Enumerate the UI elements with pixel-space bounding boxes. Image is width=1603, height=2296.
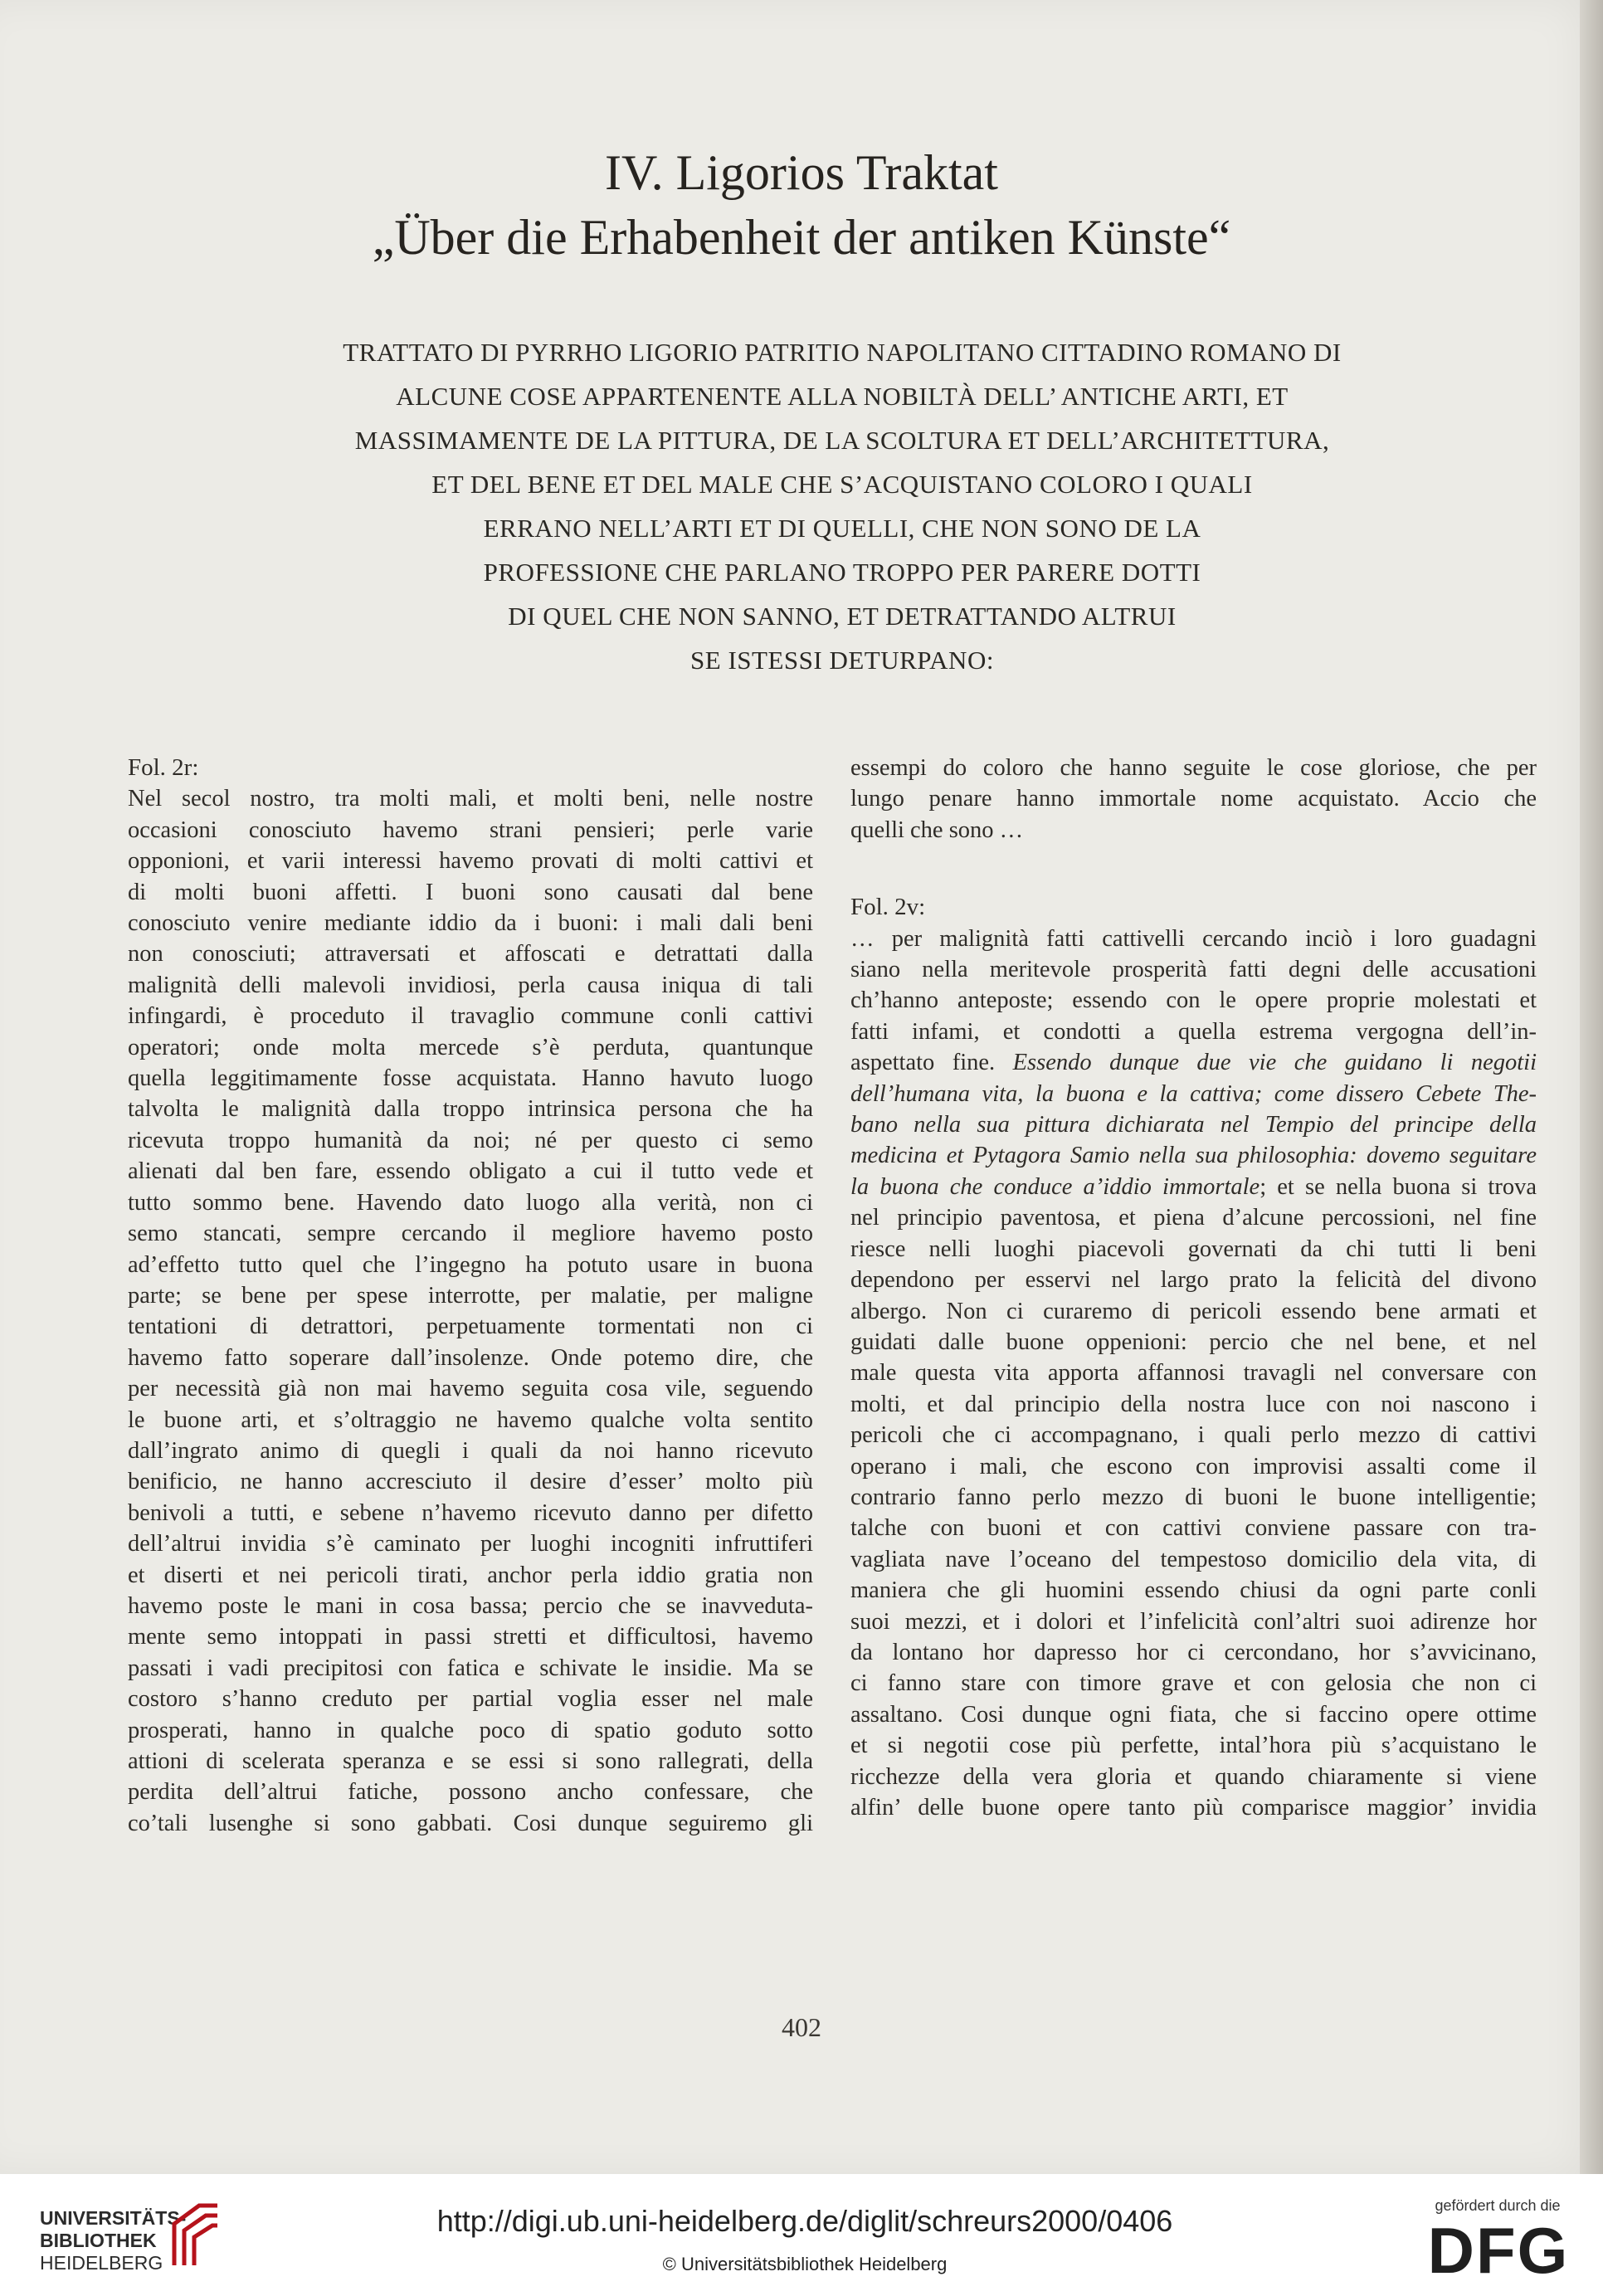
text-line: costoro s’hanno creduto per partial voglia esser nel male bbox=[128, 1686, 813, 1713]
text-line: tutto sommo bene. Havendo dato luogo alla verità, non ci bbox=[128, 1189, 813, 1216]
text-line: assaltano. Cosi dunque ogni fiata, che si faccino opere ottime bbox=[850, 1701, 1537, 1728]
treatise-title-line: TRATTATO DI PYRRHO LIGORIO PATRITIO NAPOLITANO CITTADINO ROMANO DI bbox=[343, 338, 1342, 367]
text-line: fatti infami, et condotti a quella estrema vergogna dell’in- bbox=[850, 1018, 1537, 1045]
text-line: quelli che sono … bbox=[850, 817, 1024, 843]
text-line: medicina et Pytagora Samio nella sua philosophia: dovemo seguitare bbox=[850, 1143, 1537, 1169]
text-line: suoi mezzi, et i dolori et l’infelicità conl’altri suoi adirenze hor bbox=[850, 1608, 1537, 1635]
text-line: molti, et dal principio della nostra luce con noi nascono i bbox=[850, 1391, 1537, 1417]
text-line: dependono per esservi nel largo prato la felicità del divono bbox=[850, 1267, 1537, 1294]
chapter-title-line1: IV. Ligorios Traktat bbox=[605, 145, 998, 200]
funding-label: gefördert durch die bbox=[1435, 2197, 1561, 2214]
copyright-notice: © Universitätsbibliothek Heidelberg bbox=[662, 2254, 948, 2274]
text-line: nel principio paventosa, et piena d’alcune percossioni, nel fine bbox=[850, 1205, 1537, 1231]
text-line: dell’humana vita, la buona e la cattiva; come dissero Cebete The- bbox=[850, 1080, 1537, 1107]
treatise-title-line: ERRANO NELL’ARTI ET DI QUELLI, CHE NON SONO DE LA bbox=[483, 514, 1201, 543]
text-line: perdita dell’altrui fatiche, possono ancho confessare, che bbox=[128, 1779, 813, 1806]
text-line: le buone arti, et s’oltraggio ne havemo qualche volta sentito bbox=[128, 1406, 813, 1433]
text-line: contrario fanno perlo mezzo di buoni le buone intelligentie; bbox=[850, 1484, 1537, 1510]
text-line: ricevuta troppo humanità da noi; né per questo ci semo bbox=[128, 1127, 813, 1153]
text-line: riesce nelli luoghi piacevoli governati da chi tutti li beni bbox=[850, 1236, 1537, 1262]
text-line: ad’effetto tutto quel che l’ingegno ha potuto usare in buona bbox=[128, 1251, 813, 1278]
chapter-title-line2: „Über die Erhabenheit der antiken Künste“ bbox=[372, 210, 1231, 265]
text-line: ch’hanno anteposte; essendo con le opere proprie molestati et bbox=[850, 987, 1537, 1014]
text-line: siano nella meritevole prosperità fatti degni delle accusationi bbox=[850, 957, 1537, 983]
text-line: bano nella sua pittura dichiarata nel Tempio del principe della bbox=[850, 1112, 1537, 1138]
text-line: benificio, ne hanno accresciuto il desire d’esser’ molto più bbox=[128, 1469, 813, 1495]
treatise-title-line: ET DEL BENE ET DEL MALE CHE S’ACQUISTANO COLORO I QUALI bbox=[431, 470, 1253, 499]
text-line: la buona che conduce a’iddio immortale; et se nella buona si trova bbox=[850, 1173, 1537, 1200]
text-line: essempi do coloro che hanno seguite le cose gloriose, che per bbox=[850, 755, 1537, 781]
text-line: per necessità già non mai havemo seguita cosa vile, seguendo bbox=[128, 1376, 813, 1402]
left-column bbox=[128, 753, 813, 1839]
footer-bar bbox=[0, 2174, 1603, 2296]
dfg-logo: DFG bbox=[1427, 2214, 1570, 2287]
page-edge-shadow bbox=[1580, 0, 1603, 2174]
text-line: occasioni conosciuto havemo strani pensieri; perle varie bbox=[128, 817, 813, 843]
treatise-title-line: PROFESSIONE CHE PARLANO TROPPO PER PARERE DOTTI bbox=[483, 558, 1201, 587]
treatise-title-line: DI QUEL CHE NON SANNO, ET DETRATTANDO ALTRUI bbox=[508, 602, 1177, 631]
text-line: et diserti et nei pericoli tirati, anchor perla iddio gratia non bbox=[128, 1562, 813, 1588]
text-line: aspettato fine. Essendo dunque due vie che guidano li negotii bbox=[850, 1050, 1537, 1076]
right-column-italic bbox=[850, 1079, 1537, 1172]
right-column-text-b bbox=[850, 1202, 1537, 1823]
text-line: dell’altrui invidia s’è caminato per luoghi incogniti infruttiferi bbox=[128, 1531, 813, 1557]
right-column-intro bbox=[850, 753, 1537, 846]
text-line: di molti buoni affetti. I buoni sono causati dal bene bbox=[128, 879, 813, 905]
text-line: passati i vadi precipitosi con fatica e schivate le insidie. Ma se bbox=[128, 1655, 813, 1681]
text-line: operatori; onde molta mercede s’è perduta, quantunque bbox=[128, 1034, 813, 1060]
text-line: vagliata nave l’oceano del tempestoso domicilio dela vita, di bbox=[850, 1546, 1537, 1572]
text-line: ricchezze della vera gloria et quando chiaramente si viene bbox=[850, 1763, 1537, 1790]
text-line: talche con buoni et con cattivi conviene passare con tra- bbox=[850, 1515, 1537, 1542]
text-line: attioni di scelerata speranza e se essi si sono rallegrati, della bbox=[128, 1748, 813, 1774]
text-line: … per malignità fatti cattivelli cercando inciò i loro guadagni bbox=[850, 925, 1537, 952]
right-column bbox=[850, 753, 1537, 1823]
text-line: albergo. Non ci curaremo di pericoli essendo bene armati et bbox=[850, 1298, 1537, 1324]
text-line: dall’ingrato animo di quegli i quali da noi hanno ricevuto bbox=[128, 1437, 813, 1464]
text-line: havemo poste le mani in cosa bassa; percio che se inavveduta- bbox=[128, 1592, 813, 1619]
text-line: infingardi, è proceduto il travaglio commune conli cattivi bbox=[128, 1003, 813, 1030]
text-line: co’tali lusenghe si sono gabbati. Cosi dunque seguiremo gli bbox=[128, 1810, 813, 1836]
text-line: et si negotii cose più perfette, intal’hora più s’acquistano le bbox=[850, 1733, 1537, 1759]
permalink-url[interactable]: http://digi.ub.uni-heidelberg.de/diglit/schreurs2000/0406 bbox=[436, 2204, 1173, 2238]
library-logo-icon bbox=[166, 2199, 226, 2274]
library-name: UNIVERSITÄTS- BIBLIOTHEK HEIDELBERG bbox=[40, 2207, 187, 2274]
text-line: mente semo intoppati in passi stretti et difficultosi, havemo bbox=[128, 1624, 813, 1650]
text-line: male questa vita apporta affannosi travagli nel conversare con bbox=[850, 1360, 1537, 1387]
folio-label-2v: Fol. 2v: bbox=[850, 894, 926, 921]
text-line: ci fanno stare con timore grave et con gelosia che non ci bbox=[850, 1670, 1537, 1697]
text-line: quella leggitimamente fosse acquistata. Hanno havuto luogo bbox=[128, 1065, 813, 1092]
text-line: prosperati, hanno in qualche poco di spatio goduto sotto bbox=[128, 1717, 813, 1743]
text-line: tentationi di detrattori, perpetuamente tormentati non ci bbox=[128, 1314, 813, 1340]
left-column-text bbox=[128, 783, 813, 1839]
text-line: guidati dalle buone oppenioni: percio che nel bene, et nel bbox=[850, 1328, 1537, 1355]
text-line: alfin’ delle buone opere tanto più comparisce maggior’ invidia bbox=[850, 1795, 1537, 1821]
text-line: lungo penare hanno immortale nome acquistato. Accio che bbox=[850, 786, 1537, 812]
treatise-title-line: MASSIMAMENTE DE LA PITTURA, DE LA SCOLTURA ET DELL’ARCHITETTURA, bbox=[354, 426, 1330, 455]
treatise-title-line: ALCUNE COSE APPARTENENTE ALLA NOBILTÀ DELL’ ANTICHE ARTI, ET bbox=[396, 382, 1289, 411]
text-line: pericoli che ci accompagnano, i quali perlo mezzo di cattivi bbox=[850, 1422, 1537, 1449]
text-line: alienati dal ben fare, essendo obligato a cui il tutto vede et bbox=[128, 1158, 813, 1185]
text-line: operano i mali, che escono con improvisi assalti come il bbox=[850, 1453, 1537, 1479]
text-line: malignità delli malevoli invidiosi, perla causa iniqua di tali bbox=[128, 972, 813, 998]
text-line: opponioni, et varii interessi havemo provati di molti cattivi et bbox=[128, 848, 813, 875]
text-line: non conosciuti; attraversati et affoscati e detrattati dalla bbox=[128, 941, 813, 968]
text-line: maniera che gli huomini essendo chiusi da ogni parte conli bbox=[850, 1577, 1537, 1604]
folio-label-2r: Fol. 2r: bbox=[128, 754, 199, 781]
text-line: semo stancati, sempre cercando il megliore havemo posto bbox=[128, 1221, 813, 1247]
treatise-title bbox=[199, 330, 1485, 682]
text-line: havemo fatto soperare dall’insolenze. Onde potemo dire, che bbox=[128, 1344, 813, 1371]
text-line: talvolta le malignità dalla troppo intrinsica persona che ha bbox=[128, 1096, 813, 1123]
text-line: da lontano hor dapresso hor ci cercondano, hor s’avvicinano, bbox=[850, 1639, 1537, 1665]
text-line: parte; se bene per spese interrotte, per malatie, per maligne bbox=[128, 1282, 813, 1309]
text-line: Nel secol nostro, tra molti mali, et molti beni, nelle nostre bbox=[128, 786, 813, 812]
page-number: 402 bbox=[782, 2012, 821, 2042]
text-line: conosciuto venire mediante iddio da i buoni: i mali dali beni bbox=[128, 910, 813, 937]
treatise-title-line: SE ISTESSI DETURPANO: bbox=[690, 646, 994, 675]
right-column-text-a bbox=[850, 924, 1537, 1048]
text-line: benivoli a tutti, e sebene n’havemo ricevuto danno per difetto bbox=[128, 1499, 813, 1526]
